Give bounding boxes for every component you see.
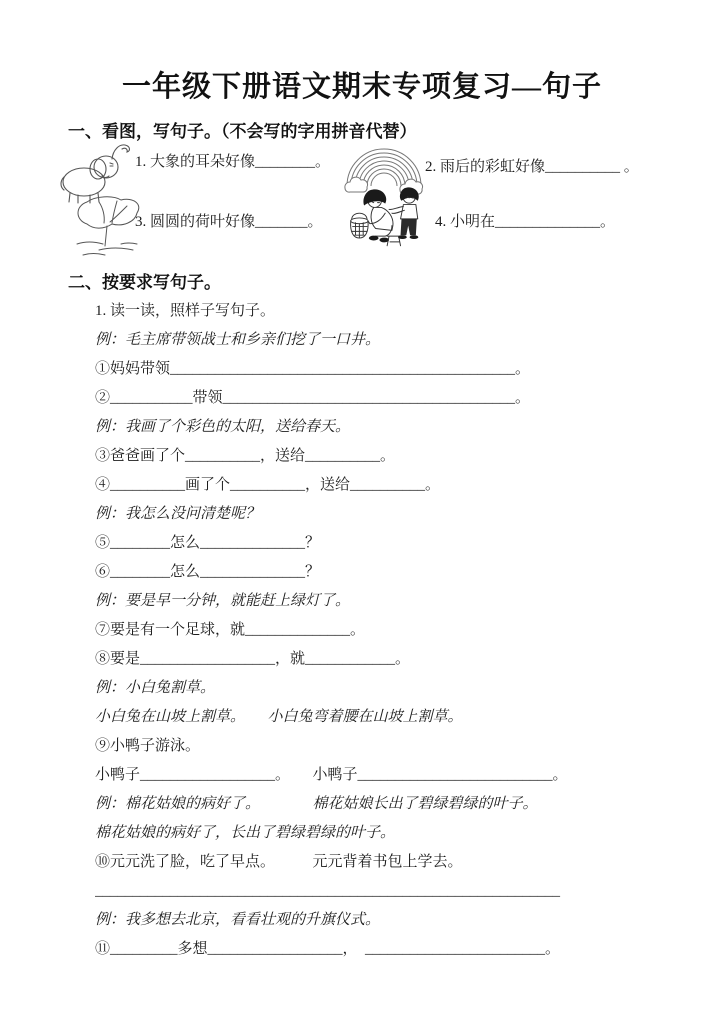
exercise-line: ⑥________怎么______________？ (95, 564, 321, 580)
exercise-line: ③爸爸画了个__________，送给__________。 (95, 448, 396, 464)
fill-blank-item-4: 4. 小明在______________。 (435, 214, 616, 230)
exercise-line: ⑤________怎么______________？ (95, 535, 321, 551)
exercise-line: ⑦要是有一个足球，就______________。 (95, 622, 366, 638)
section-1-heading: 一、看图，写句子。（不会写的字用拼音代替） (68, 122, 417, 141)
exercise-line: 例：棉花姑娘的病好了。 棉花姑娘长出了碧绿碧绿的叶子。 (95, 796, 538, 812)
exercise-line: 例：我画了个彩色的太阳，送给春天。 (95, 419, 351, 435)
exercise-line: 例：小白兔割草。 (95, 680, 216, 696)
exercise-line: ④__________画了个__________，送给__________。 (95, 477, 441, 493)
exercise-line: ⑩元元洗了脸，吃了早点。 元元背着书包上学去。 (95, 854, 463, 870)
exercise-line: 1. 读一读，照样子写句子。 (95, 303, 276, 319)
exercise-line: ②___________带领_______________________________________。 (95, 390, 531, 406)
exercise-line: 小鸭子__________________。 小鸭子__________________________。 (95, 767, 568, 783)
exercise-line: ⑨小鸭子游泳。 (95, 738, 201, 754)
exercise-line: 例：我多想去北京，看看壮观的升旗仪式。 (95, 912, 381, 928)
section-1-body (57, 138, 672, 266)
exercise-line: ①妈妈带领______________________________________________。 (95, 361, 531, 377)
exercise-line: 小白兔在山坡上割草。 小白兔弯着腰在山坡上割草。 (95, 709, 463, 725)
exercise-line: 例：要是早一分钟，就能赶上绿灯了。 (95, 593, 351, 609)
exercise-line: 例：我怎么没问清楚呢？ (95, 506, 261, 522)
fill-blank-item-2: 2. 雨后的彩虹好像__________ 。 (425, 159, 639, 175)
exercise-line: ⑧要是__________________，就____________。 (95, 651, 411, 667)
boy-massaging-grandma-illustration (345, 180, 435, 254)
exercise-line: ⑪_________多想__________________， ________________________。 (95, 941, 561, 957)
fill-blank-item-3: 3. 圆圆的荷叶好像_______。 (135, 214, 323, 230)
section2-lines (95, 297, 680, 964)
section-2-heading: 二、按要求写句子。 (68, 273, 221, 292)
page-title: 一年级下册语文期末专项复习—句子 (121, 71, 602, 103)
exercise-line: ______________________________________________________________ (95, 883, 560, 899)
exercise-line: 棉花姑娘的病好了，长出了碧绿碧绿的叶子。 (95, 825, 396, 841)
fill-blank-item-1: 1. 大象的耳朵好像________。 (135, 154, 331, 170)
exercise-line: 例：毛主席带领战士和乡亲们挖了一口井。 (95, 332, 381, 348)
